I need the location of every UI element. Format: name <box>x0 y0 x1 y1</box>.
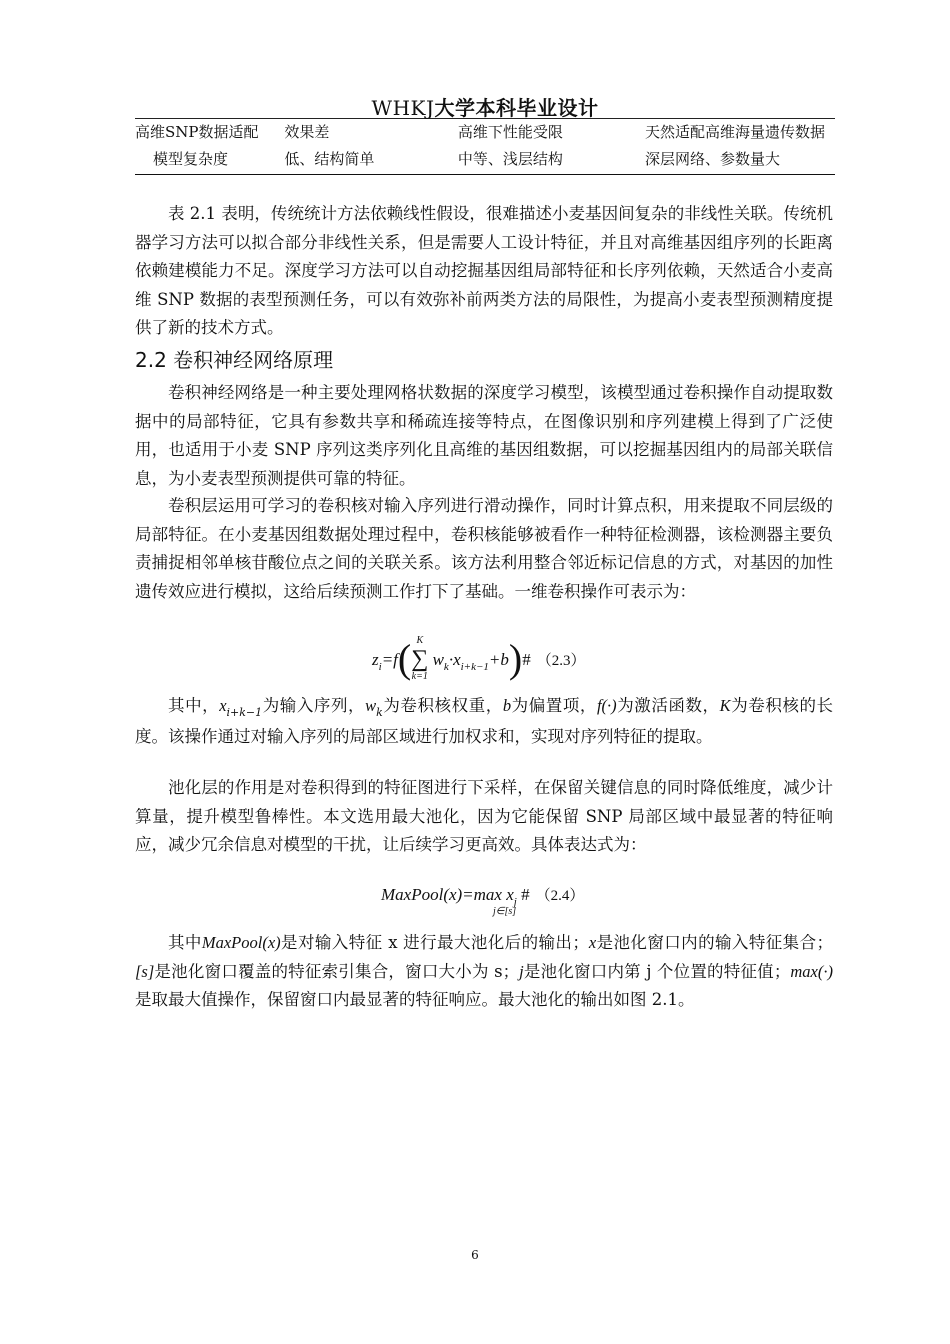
formula-sub: j <box>513 896 517 908</box>
text-run: 为偏置项， <box>511 696 597 715</box>
table-cell: 深层网络、参数量大 <box>645 145 835 175</box>
formula-term: +b <box>488 649 509 669</box>
formula-sub: i+k−1 <box>460 660 489 673</box>
table-cell: 中等、浅层结构 <box>458 145 645 175</box>
header-latin: WHKJ <box>371 96 435 120</box>
page-header <box>135 92 835 119</box>
comparison-table <box>135 118 835 175</box>
paragraph-cnn-intro: 卷积神经网络是一种主要处理网格状数据的深度学习模型，该模型通过卷积操作自动提取数据中的局部特征，它具有参数共享和稀疏连接等特点，在图像识别和序列建模上得到了广泛使用，也适用于小麦 SNP 序列这类序列化且高维的基因组数据，可以挖掘基因组内的局部关联信息，为小麦表型预测提供可靠的特征。 <box>135 383 833 488</box>
header-title: 大学本科毕业设计 <box>434 96 599 120</box>
paragraph-pooling: 池化层的作用是对卷积得到的特征图进行下采样，在保留关键信息的同时降低维度，减少计算量，提升模型鲁棒性。本文选用最大池化，因为它能保留 SNP 局部区域中最显著的特征响应，减少冗余信息对模型的干扰，让后续学习更高效。具体表达式为： <box>135 778 833 854</box>
formula-term: w <box>432 649 444 669</box>
paragraph-pooling-explain <box>135 929 833 1015</box>
math-x: x <box>219 696 227 715</box>
formula-hash: # <box>522 649 531 669</box>
equation-number: （2.4） <box>535 888 585 904</box>
text-run: 是池化窗口内的输入特征集合； <box>596 933 834 952</box>
sum-lower-limit: k=1 <box>411 671 428 682</box>
formula-sub: k <box>443 660 449 673</box>
table-cell: 天然适配高维海量遗传数据 <box>644 123 825 141</box>
paragraph-table-summary: 表 2.1 表明，传统统计方法依赖线性假设，很难描述小麦基因间复杂的非线性关联。传统机器学习方法可以拟合部分非线性关系，但是需要人工设计特征，并且对高维基因组序列的长距离依赖建模能力不足。深度学习方法可以自动挖掘基因组局部特征和长序列依赖，天然适合小麦高维 SNP 数据的表型预测任务，可以有效弥补前两类方法的局限性，为提高小麦表型预测精度提供了新的技术方式。 <box>135 204 833 337</box>
text-run: 为输入序列， <box>262 696 366 715</box>
formula-term: z <box>372 649 379 669</box>
table-cell: 效果差 <box>284 123 330 141</box>
formula-term: ·x <box>448 649 461 669</box>
text-run: 其中， <box>168 696 220 715</box>
formula-term: MaxPool(x)=max x <box>381 885 514 904</box>
math-sub: k <box>376 706 383 719</box>
equation-number: （2.3） <box>536 652 586 669</box>
page-number: 6 <box>471 1248 479 1262</box>
math-maxpool: MaxPool(x) <box>201 933 281 952</box>
max-subscript: j∈[s] <box>493 906 517 917</box>
math-s: [s] <box>135 961 155 981</box>
formula-conv: $z_i=f$( K ∑ k=1 $w_k\cdot x_{i+k-1}+b)\#$ （2.3） <box>372 635 586 682</box>
section-title: 2.2 卷积神经网络原理 <box>135 348 334 372</box>
text-run: 是池化窗口覆盖的特征索引集合，窗口大小为 s； <box>154 961 520 981</box>
table-row <box>135 118 835 145</box>
sum-upper-limit: K <box>416 635 424 646</box>
math-max: max(·) <box>790 961 833 981</box>
table-cell: 模型复杂度 <box>135 145 284 175</box>
text-run: 其中 <box>168 933 202 952</box>
table-cell: 低、结构简单 <box>284 145 458 175</box>
math-sub: i+k−1 <box>226 706 263 719</box>
text-run: 是取最大值操作，保留窗口内最显著的特征响应。最大池化的输出如图 2.1。 <box>135 990 695 1009</box>
text-run: 为卷积核权重， <box>382 696 503 715</box>
paragraph-conv-explain <box>135 692 833 751</box>
paragraph-conv-layer: 卷积层运用可学习的卷积核对输入序列进行滑动操作，同时计算点积，用来提取不同层级的局部特征。在小麦基因组数据处理过程中，卷积核能够被看作一种特征检测器，该检测器主要负责捕捉相邻单核苷酸位点之间的关联关系。该方法利用整合邻近标记信息的方式，对基因的加性遗传效应进行模拟，这给后续预测工作打下了基础。一维卷积操作可表示为： <box>135 496 833 601</box>
formula-term: =f <box>381 649 398 669</box>
math-x: x <box>588 933 597 952</box>
math-j: j <box>519 961 524 981</box>
text-run: 是池化窗口内第 j 个位置的特征值； <box>523 961 791 981</box>
formula-hash: # <box>521 885 530 904</box>
table-cell: 高维SNP数据适配 <box>135 123 259 141</box>
table-row <box>135 145 835 175</box>
formula-sub: i <box>378 660 382 673</box>
table-cell: 高维下性能受限 <box>457 123 563 141</box>
math-f: f(·) <box>596 696 617 715</box>
math-b: b <box>502 696 512 715</box>
text-run: 为卷积核的长度。该操作通过对输入序列的局部区域进行加权求和，实现对序列特征的提取。 <box>135 696 834 746</box>
text-run: 为激活函数， <box>616 696 720 715</box>
math-w: w <box>365 696 377 715</box>
math-K: K <box>719 696 731 715</box>
formula-maxpool <box>381 884 585 917</box>
text-run: 是对输入特征 x 进行最大池化后的输出； <box>280 933 589 952</box>
